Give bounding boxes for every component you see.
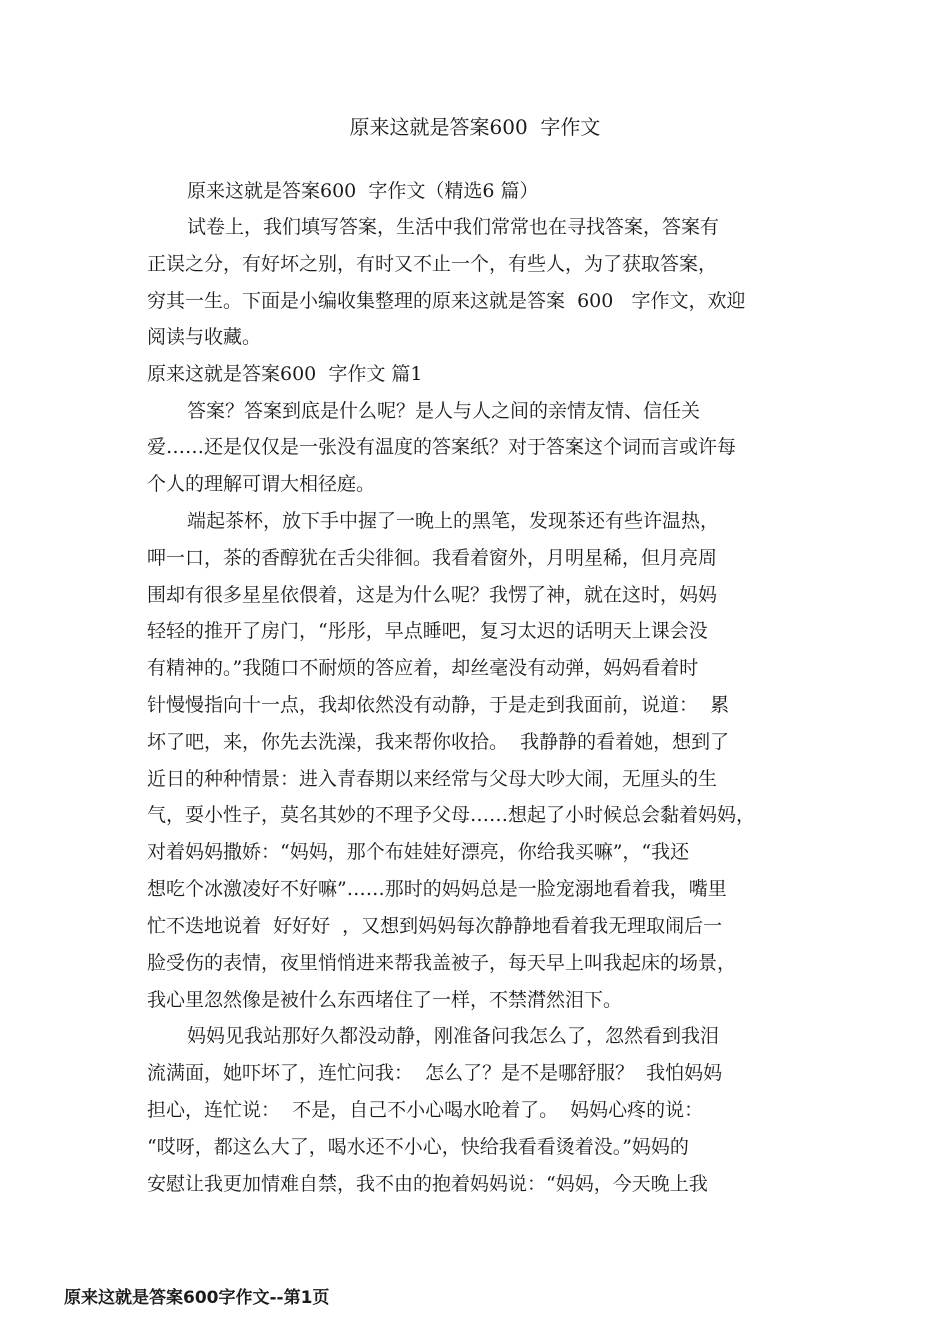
- section-heading: 原来这就是答案600 字作文 篇1: [147, 363, 423, 385]
- text-line: 个人的理解可谓大相径庭。: [147, 473, 376, 495]
- text-line: 端起茶杯，放下手中握了一晚上的黑笔，发现茶还有些许温热，: [187, 510, 720, 532]
- text-line: 爱……还是仅仅是一张没有温度的答案纸？对于答案这个词而言或许每: [147, 436, 737, 458]
- text-line: 忙不迭地说着 好好好 ，又想到妈妈每次静静地看着我无理取闹后一: [147, 915, 723, 937]
- text-line: 想吃个冰激凌好不好嘛”……那时的妈妈总是一脸宠溺地看着我，嘴里: [147, 878, 727, 900]
- text-line: 原来这就是答案600 字作文（精选6 篇）: [187, 180, 539, 202]
- text-line: 妈妈见我站那好久都没动静，刚准备问我怎么了，忽然看到我泪: [187, 1025, 720, 1047]
- text-line: 针慢慢指向十一点，我却依然没有动静，于是走到我面前，说道： 累: [147, 694, 730, 716]
- text-line: 坏了吧，来，你先去洗澡，我来帮你收拾。 我静静的看着她，想到了: [147, 731, 730, 753]
- text-line: 正误之分，有好坏之别，有时又不止一个，有些人，为了获取答案，: [147, 253, 718, 275]
- text-line: 近日的种种情景：进入青春期以来经常与父母大吵大闹，无厘头的生: [147, 768, 718, 790]
- text-line: 流满面，她吓坏了，连忙问我： 怎么了？是不是哪舒服？ 我怕妈妈: [147, 1062, 723, 1084]
- text-line: 呷一口，茶的香醇犹在舌尖徘徊。我看着窗外，月明星稀，但月亮周: [147, 547, 718, 569]
- document-title: 原来这就是答案600 字作文: [349, 115, 601, 139]
- page-footer: 原来这就是答案600字作文--第1页: [64, 1288, 330, 1308]
- text-line: 有精神的。”我随口不耐烦的答应着，却丝毫没有动弹，妈妈看着时: [147, 657, 699, 679]
- text-line: “哎呀，都这么大了，喝水还不小心，快给我看看烫着没。”妈妈的: [147, 1136, 689, 1158]
- text-line: 试卷上，我们填写答案，生活中我们常常也在寻找答案，答案有: [187, 216, 720, 238]
- text-line: 答案？答案到底是什么呢？是人与人之间的亲情友情、信任关: [187, 400, 701, 422]
- text-line: 对着妈妈撒娇：“妈妈，那个布娃娃好漂亮，你给我买嘛”，“我还: [147, 841, 690, 863]
- text-line: 穷其一生。下面是小编收集整理的原来这就是答案 600 字作文，欢迎: [147, 290, 746, 312]
- text-line: 安慰让我更加情难自禁，我不由的抱着妈妈说：“妈妈，今天晚上我: [147, 1173, 708, 1195]
- text-line: 围却有很多星星依偎着，这是为什么呢？我愣了神，就在这时，妈妈: [147, 584, 718, 606]
- text-line: 我心里忽然像是被什么东西堵住了一样，不禁潸然泪下。: [147, 989, 623, 1011]
- text-line: 阅读与收藏。: [147, 326, 262, 348]
- text-line: 担心，连忙说： 不是，自己不小心喝水呛着了。 妈妈心疼的说：: [147, 1099, 704, 1121]
- text-line: 轻轻的推开了房门，“彤彤，早点睡吧，复习太迟的话明天上课会没: [147, 620, 708, 642]
- text-line: 脸受伤的表情，夜里悄悄进来帮我盖被子，每天早上叫我起床的场景，: [147, 952, 737, 974]
- text-line: 气，耍小性子，莫名其妙的不理予父母……想起了小时候总会黏着妈妈，: [147, 804, 756, 826]
